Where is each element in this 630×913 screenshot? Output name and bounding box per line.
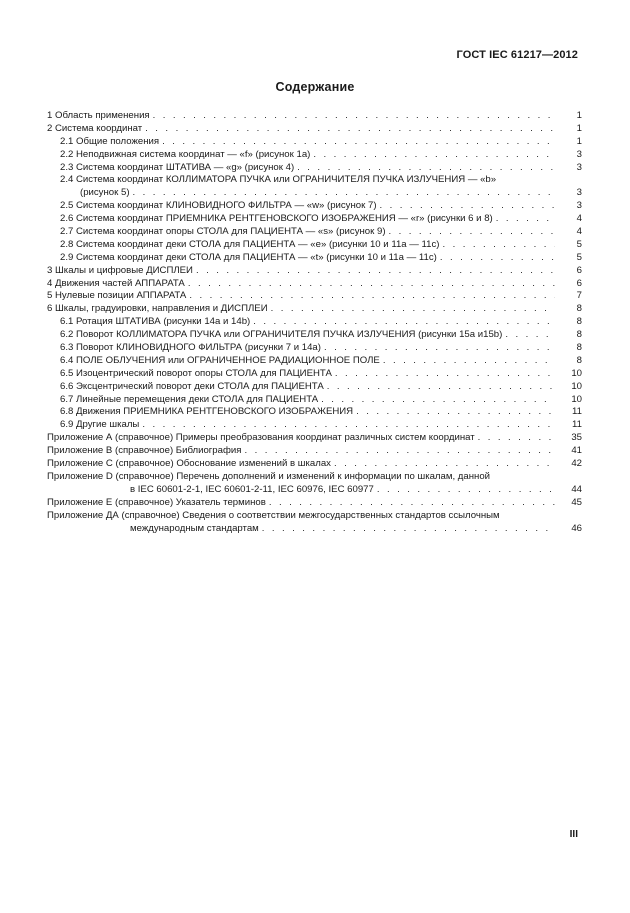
toc-entry[interactable] bbox=[47, 123, 582, 136]
toc-entry-title: 5 Нулевые позиции АППАРАТА bbox=[47, 290, 187, 302]
toc-entry-title: 6.3 Поворот КЛИНОВИДНОГО ФИЛЬТРА (рисунки 7 и 14а) bbox=[60, 342, 321, 354]
toc-entry-title: 6.6 Эксцентрический поворот деки СТОЛА для ПАЦИЕНТА bbox=[60, 380, 324, 392]
toc-entry-title: 6.9 Другие шкалы bbox=[60, 419, 140, 431]
toc-page-number: 3 bbox=[576, 148, 582, 160]
toc-page-number: 3 bbox=[576, 187, 582, 199]
toc-entry[interactable] bbox=[47, 394, 582, 407]
toc-entry[interactable] bbox=[47, 510, 582, 523]
toc-dot-leader bbox=[389, 226, 555, 239]
toc-entry[interactable] bbox=[47, 136, 582, 149]
toc-page-number: 11 bbox=[572, 419, 582, 431]
toc-entry-title: 6.5 Изоцентрический поворот опоры СТОЛА для ПАЦИЕНТА bbox=[60, 367, 332, 379]
toc-dot-leader bbox=[324, 342, 555, 355]
toc-entry-title: Приложение В (справочное) Библиография bbox=[47, 445, 242, 457]
toc-page-number: 8 bbox=[576, 342, 582, 354]
toc-entry-title: Приложение D (справочное) Перечень дополнений и изменений к информации по шкалам, данной bbox=[47, 470, 491, 482]
toc-page-number: 10 bbox=[571, 367, 582, 379]
toc-page-number: 1 bbox=[576, 110, 582, 121]
toc-page-number: 1 bbox=[576, 122, 582, 134]
toc-dot-leader bbox=[142, 419, 555, 432]
toc-entry[interactable] bbox=[47, 239, 582, 252]
toc-dot-leader bbox=[189, 290, 555, 303]
toc-entry-title: 2.7 Система координат опоры СТОЛА для ПАЦИЕНТА — «s» (рисунок 9) bbox=[60, 226, 386, 238]
toc-page-number: 4 bbox=[576, 213, 582, 225]
toc-entry[interactable] bbox=[47, 149, 582, 162]
toc-dot-leader bbox=[244, 445, 555, 458]
toc-entry-title: 2.8 Система координат деки СТОЛА для ПАЦИЕНТА — «е» (рисунки 10 и 11а — 11с) bbox=[60, 238, 440, 250]
toc-page-number: 5 bbox=[576, 251, 582, 263]
toc-entry[interactable] bbox=[47, 303, 582, 316]
toc-dot-leader bbox=[356, 406, 555, 419]
toc-entry[interactable] bbox=[47, 445, 582, 458]
toc-dot-leader bbox=[145, 123, 555, 136]
toc-entry-title: 2 Система координат bbox=[47, 122, 143, 134]
toc-page-number: 8 bbox=[576, 303, 582, 315]
toc-entry[interactable] bbox=[47, 458, 582, 471]
toc-entry-title: 2.6 Система координат ПРИЕМНИКА РЕНТГЕНОВСКОГО ИЗОБРАЖЕНИЯ — «r» (рисунки 6 и 8) bbox=[60, 213, 493, 225]
toc-dot-leader bbox=[271, 303, 555, 316]
toc-entry[interactable] bbox=[47, 200, 582, 213]
toc-entry-title: 2.5 Система координат КЛИНОВИДНОГО ФИЛЬТРА — «w» (рисунок 7) bbox=[60, 200, 377, 212]
toc-dot-leader bbox=[377, 484, 555, 497]
toc-dot-leader bbox=[196, 265, 555, 278]
toc-dot-leader bbox=[253, 316, 555, 329]
toc-dot-leader bbox=[478, 432, 555, 445]
toc-entry[interactable] bbox=[47, 213, 582, 226]
toc-dot-leader bbox=[440, 252, 555, 265]
toc-page-number: 1 bbox=[576, 135, 582, 147]
toc-page-number: 8 bbox=[576, 329, 582, 341]
toc-entry[interactable] bbox=[47, 226, 582, 239]
toc-entry-title: 6.1 Ротация ШТАТИВА (рисунки 14а и 14b) bbox=[60, 316, 251, 328]
toc-page-number: 3 bbox=[576, 161, 582, 173]
toc-page-number: 6 bbox=[576, 277, 582, 289]
toc-entry[interactable] bbox=[47, 162, 582, 175]
toc-entry[interactable] bbox=[47, 316, 582, 329]
toc-page-number: 44 bbox=[571, 483, 582, 495]
toc-entry-title: Приложение ДА (справочное) Сведения о соответствии межгосударственных стандартов ссылочным bbox=[47, 509, 500, 521]
toc-dot-leader bbox=[269, 497, 555, 510]
toc-entry-title: Приложение Е (справочное) Указатель терминов bbox=[47, 496, 266, 508]
page-number: III bbox=[569, 829, 578, 840]
toc-entry-title: 6.2 Поворот КОЛЛИМАТОРА ПУЧКА или ОГРАНИЧИТЕЛЯ ПУЧКА ИЗЛУЧЕНИЯ (рисунки 15а и15b) bbox=[60, 329, 503, 341]
toc-entry-title: 4 Движения частей АППАРАТА bbox=[47, 277, 185, 289]
toc-entry[interactable] bbox=[47, 381, 582, 394]
toc-dot-leader bbox=[383, 355, 555, 368]
toc-page-number: 10 bbox=[571, 380, 582, 392]
toc-entry[interactable] bbox=[47, 406, 582, 419]
toc-page-number: 46 bbox=[571, 522, 582, 534]
toc-entry-title: 3 Шкалы и цифровые ДИСПЛЕИ bbox=[47, 264, 193, 276]
toc-dot-leader bbox=[313, 149, 555, 162]
toc-entry[interactable] bbox=[47, 419, 582, 432]
toc-page-number: 45 bbox=[571, 496, 582, 508]
toc-page-number: 41 bbox=[571, 445, 582, 457]
toc-page-number: 10 bbox=[571, 393, 582, 405]
toc-entry[interactable] bbox=[47, 432, 582, 445]
toc-entry-title: Приложение А (справочное) Примеры преобразования координат различных систем координат bbox=[47, 432, 475, 444]
toc-page-number: 8 bbox=[576, 354, 582, 366]
toc-page-number: 11 bbox=[572, 406, 582, 418]
toc-dot-leader bbox=[262, 523, 555, 536]
toc-dot-leader bbox=[380, 200, 555, 213]
toc-entry[interactable] bbox=[47, 484, 582, 497]
toc-entry-title: международным стандартам bbox=[130, 522, 259, 534]
toc-entry-title: 2.3 Система координат ШТАТИВА — «g» (рисунок 4) bbox=[60, 161, 295, 173]
toc-entry-title: 2.2 Неподвижная система координат — «f» (рисунок 1а) bbox=[60, 148, 311, 160]
toc-dot-leader bbox=[327, 381, 555, 394]
toc-dot-leader bbox=[297, 162, 555, 175]
toc-entry-title: 6.7 Линейные перемещения деки СТОЛА для ПАЦИЕНТА bbox=[60, 393, 319, 405]
toc-entry[interactable] bbox=[47, 290, 582, 303]
toc-entry[interactable] bbox=[47, 497, 582, 510]
toc-entry[interactable] bbox=[47, 187, 582, 200]
toc-dot-leader bbox=[505, 329, 555, 342]
toc-entry-title: 6 Шкалы, градуировки, направления и ДИСПЛЕИ bbox=[47, 303, 268, 315]
toc-dot-leader bbox=[133, 187, 555, 200]
toc-dot-leader bbox=[162, 136, 555, 149]
toc-entry[interactable] bbox=[47, 265, 582, 278]
toc-entry[interactable] bbox=[47, 110, 582, 123]
standard-header: ГОСТ IEC 61217—2012 bbox=[456, 49, 578, 61]
toc-page-number: 8 bbox=[576, 316, 582, 328]
toc-entry[interactable] bbox=[47, 342, 582, 355]
toc-entry-title: Приложение С (справочное) Обоснование изменений в шкалах bbox=[47, 458, 331, 470]
toc-dot-leader bbox=[334, 458, 555, 471]
toc-entry[interactable] bbox=[47, 355, 582, 368]
toc-page-number: 35 bbox=[571, 432, 582, 444]
toc-entry[interactable] bbox=[47, 471, 582, 484]
toc-page-number: 4 bbox=[576, 226, 582, 238]
toc-dot-leader bbox=[153, 110, 555, 123]
toc-entry[interactable] bbox=[47, 174, 582, 187]
toc-entry-title: 1 Область применения bbox=[47, 110, 150, 121]
toc-page-number: 42 bbox=[571, 458, 582, 470]
toc-page-number: 3 bbox=[576, 200, 582, 212]
toc-entry[interactable] bbox=[47, 278, 582, 291]
toc-entry-title: в IEC 60601-2-1, IEC 60601-2-11, IEC 60976, IEC 60977 bbox=[130, 483, 374, 495]
toc-entry-title: 6.8 Движения ПРИЕМНИКА РЕНТГЕНОВСКОГО ИЗОБРАЖЕНИЯ bbox=[60, 406, 354, 418]
toc-dot-leader bbox=[443, 239, 556, 252]
toc-page-number: 7 bbox=[576, 290, 582, 302]
toc-page-number: 5 bbox=[576, 238, 582, 250]
table-of-contents bbox=[47, 110, 582, 535]
toc-entry[interactable] bbox=[47, 252, 582, 265]
toc-entry[interactable] bbox=[47, 329, 582, 342]
toc-entry-title: 2.4 Система координат КОЛЛИМАТОРА ПУЧКА или ОГРАНИЧИТЕЛЯ ПУЧКА ИЗЛУЧЕНИЯ — «b» bbox=[60, 174, 497, 186]
page-title: Содержание bbox=[275, 80, 355, 94]
toc-dot-leader bbox=[335, 368, 555, 381]
toc-entry-title: (рисунок 5) bbox=[80, 187, 130, 199]
toc-entry-title: 6.4 ПОЛЕ ОБЛУЧЕНИЯ или ОГРАНИЧЕННОЕ РАДИАЦИОННОЕ ПОЛЕ bbox=[60, 354, 380, 366]
toc-entry-title: 2.1 Общие положения bbox=[60, 135, 160, 147]
toc-entry[interactable] bbox=[47, 368, 582, 381]
toc-entry[interactable] bbox=[47, 523, 582, 536]
toc-dot-leader bbox=[496, 213, 555, 226]
toc-dot-leader bbox=[321, 394, 555, 407]
toc-page-number: 6 bbox=[576, 264, 582, 276]
toc-entry-title: 2.9 Система координат деки СТОЛА для ПАЦИЕНТА — «t» (рисунки 10 и 11а — 11с) bbox=[60, 251, 437, 263]
toc-dot-leader bbox=[188, 278, 555, 291]
